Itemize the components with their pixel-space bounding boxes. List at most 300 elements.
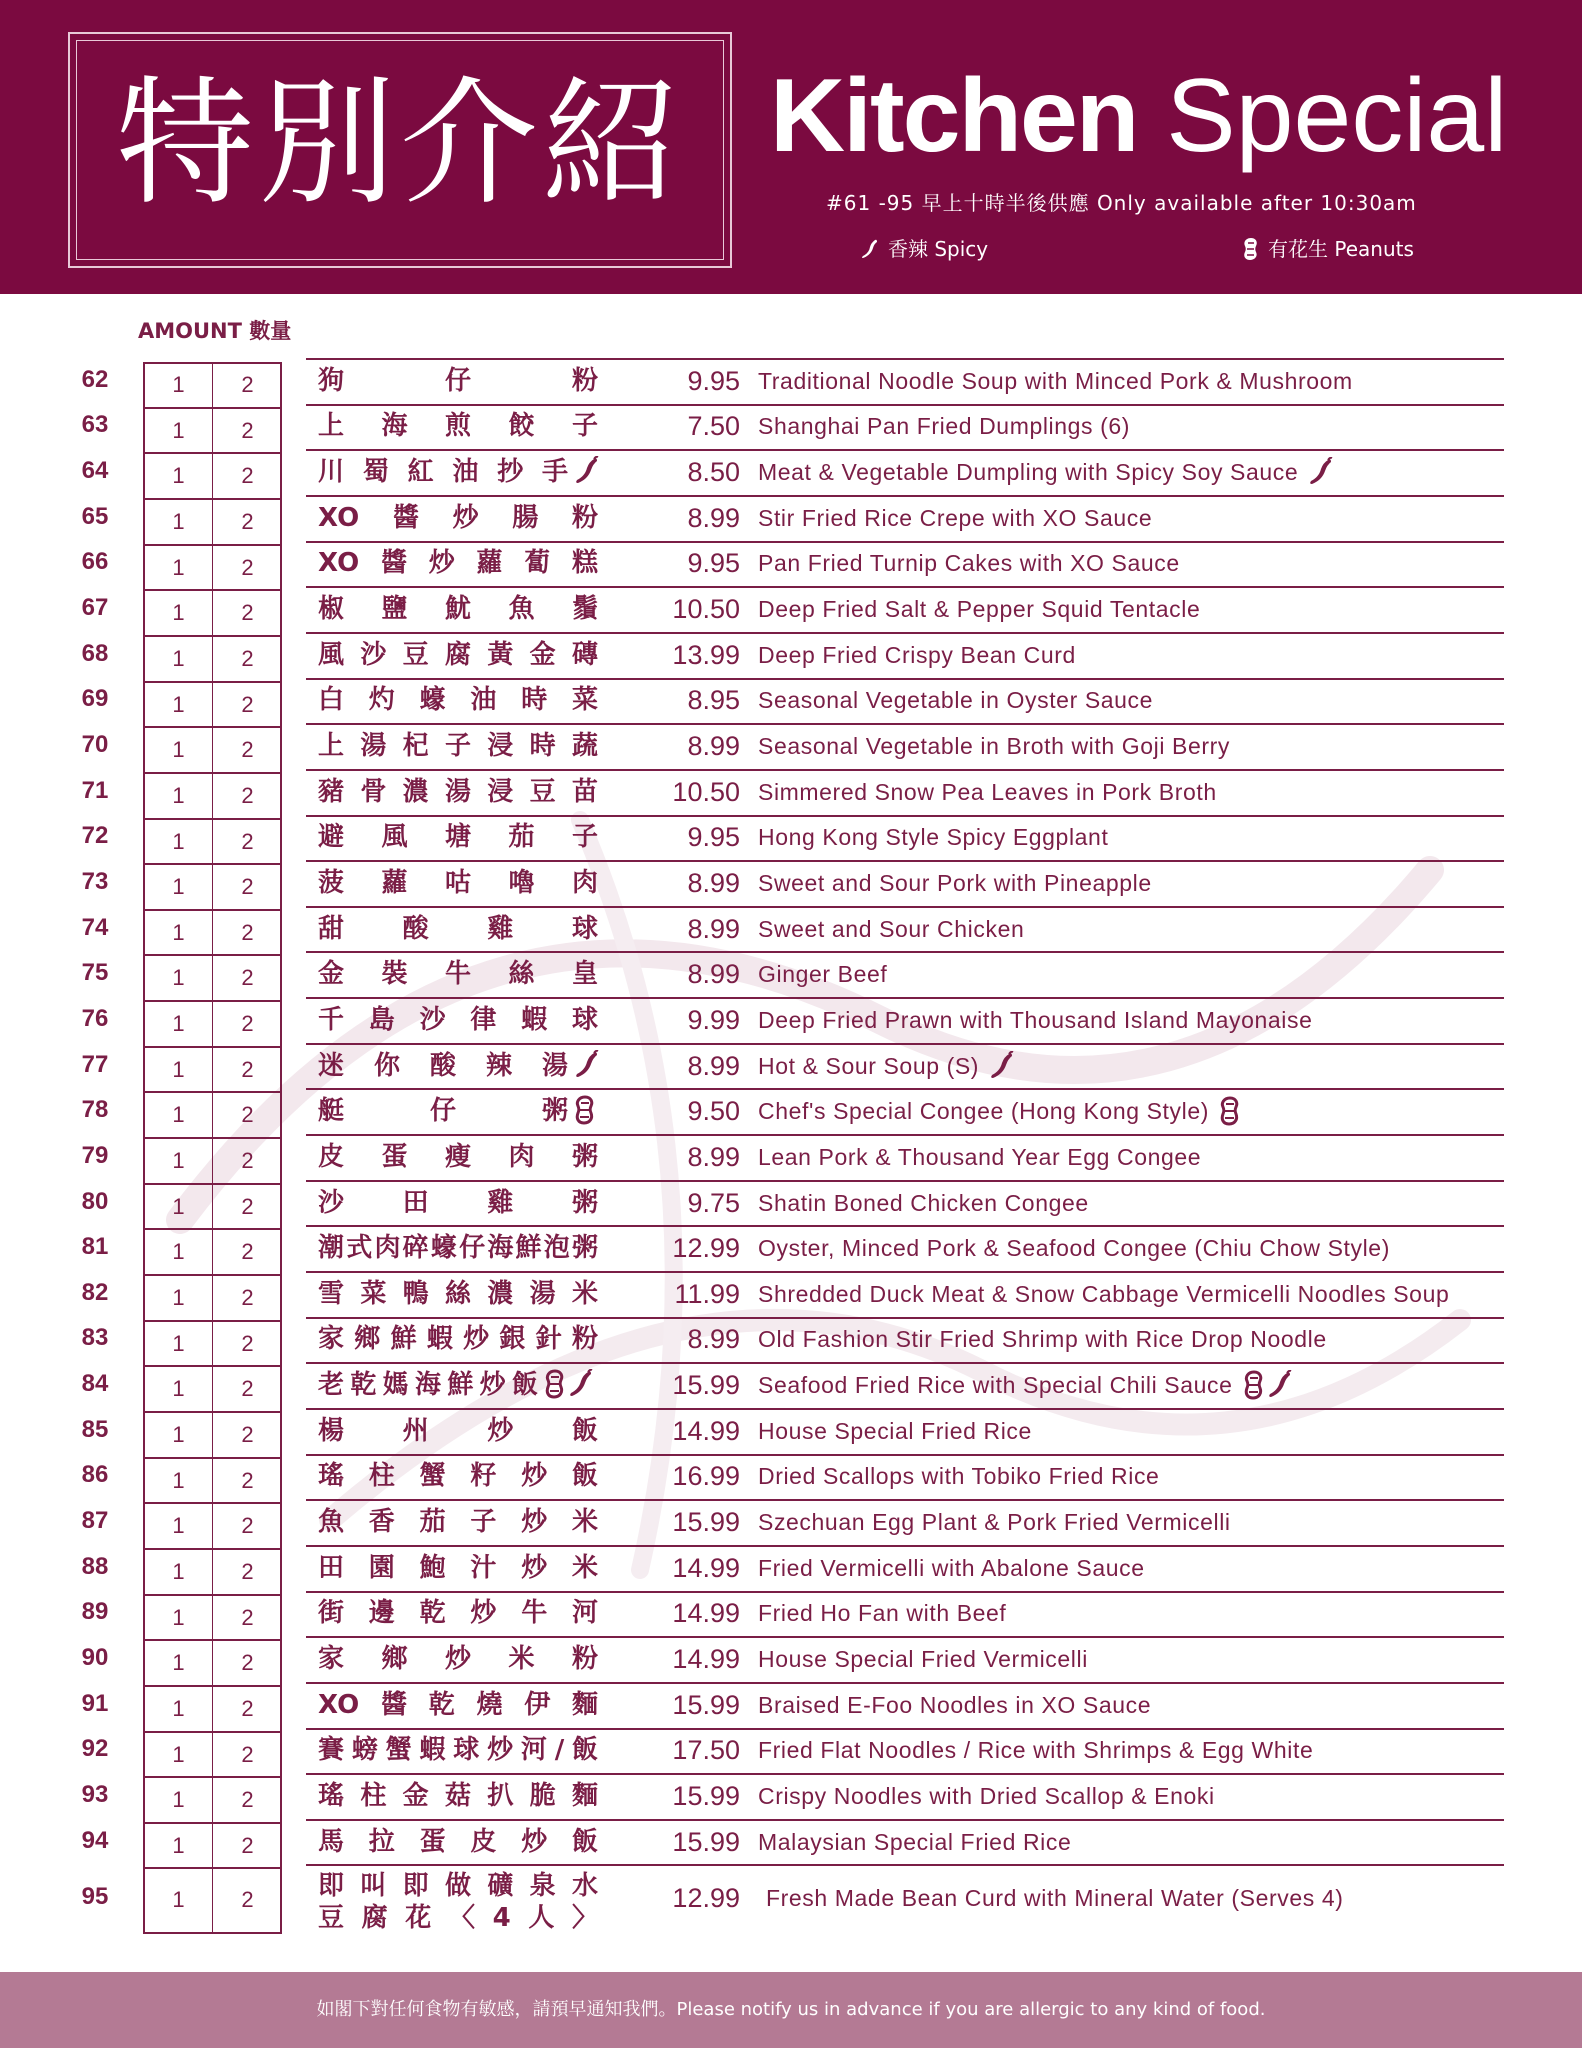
item-number: 83: [81, 1324, 109, 1352]
row-divider: [306, 1088, 1504, 1090]
item-english-name: [758, 957, 887, 991]
item-chinese-text: 風沙豆腐黃金磚: [318, 639, 598, 670]
quantity-selector: [143, 955, 282, 1001]
quantity-option-2[interactable]: 2: [241, 1832, 254, 1858]
quantity-option-1[interactable]: 1: [145, 362, 213, 408]
row-divider: [306, 1225, 1504, 1227]
item-price: 11.99: [674, 1278, 740, 1309]
item-number: 89: [81, 1598, 109, 1626]
item-number: 95: [81, 1883, 109, 1911]
item-number: 66: [81, 548, 109, 576]
item-price: 8.99: [687, 959, 740, 990]
item-number: 77: [81, 1050, 109, 1078]
quantity-selector: [143, 727, 282, 773]
item-chinese-icons: [574, 1095, 596, 1125]
item-chinese-text: 川蜀紅油抄手: [318, 457, 568, 488]
quantity-option-2[interactable]: 2: [241, 919, 254, 945]
item-english-text: Simmered Snow Pea Leaves in Pork Broth: [758, 778, 1217, 805]
item-chinese-name: [318, 1688, 598, 1722]
chili-icon: [1267, 1370, 1293, 1400]
item-price: 14.99: [672, 1552, 740, 1583]
item-number: 62: [81, 365, 109, 393]
item-chinese-name: [318, 1368, 538, 1402]
item-english-icons: [1219, 1096, 1241, 1126]
item-english-text: Fried Flat Noodles / Rice with Shrimps & Egg White: [758, 1737, 1314, 1764]
quantity-option-2[interactable]: 2: [241, 1011, 254, 1037]
item-chinese-text: 迷你酸辣湯: [318, 1050, 568, 1081]
quantity-option-1[interactable]: 1: [145, 545, 213, 591]
row-divider: [306, 1499, 1504, 1501]
item-chinese-text: 老乾媽海鮮炒飯: [318, 1370, 538, 1401]
item-number: 75: [81, 959, 109, 987]
item-english-text: Deep Fried Crispy Bean Curd: [758, 641, 1076, 668]
row-divider: [306, 815, 1504, 817]
quantity-option-2[interactable]: 2: [241, 828, 254, 854]
quantity-selector: [143, 1001, 282, 1047]
item-english-name: [758, 912, 1024, 946]
quantity-option-2[interactable]: 2: [241, 691, 254, 717]
item-chinese-name: [318, 1779, 598, 1813]
quantity-option-1[interactable]: 1: [145, 408, 213, 454]
allergy-notice: 如閣下對任何食物有敏感，請預早通知我們。Please notify us in advance if you are allergic to any kind of food.: [316, 1999, 1266, 2020]
item-chinese-text: 家鄉鮮蝦炒銀針粉: [318, 1324, 598, 1355]
item-number: 87: [81, 1507, 109, 1535]
quantity-selector: [143, 1595, 282, 1641]
row-divider: [306, 495, 1504, 497]
item-price: 10.50: [672, 594, 740, 625]
quantity-option-1[interactable]: 1: [145, 1001, 213, 1047]
quantity-selector: [143, 1275, 282, 1321]
item-english-text: Deep Fried Salt & Pepper Squid Tentacle: [758, 596, 1201, 623]
item-chinese-name: [318, 1733, 598, 1767]
item-number: 81: [81, 1233, 109, 1261]
item-price: 9.95: [687, 822, 740, 853]
item-chinese-text: 豆腐花〈4人〉: [318, 1903, 598, 1934]
quantity-selector: [143, 545, 282, 591]
item-english-name: [758, 1733, 1313, 1767]
item-english-text: Seasonal Vegetable in Oyster Sauce: [758, 687, 1154, 714]
quantity-option-1[interactable]: 1: [145, 499, 213, 545]
item-chinese-name: [318, 1049, 568, 1083]
footer-bar: [0, 1972, 1582, 2048]
item-price: 14.99: [672, 1644, 740, 1675]
chili-icon: [574, 1050, 600, 1080]
item-price: 15.99: [672, 1826, 740, 1857]
quantity-option-2[interactable]: 2: [241, 1056, 254, 1082]
quantity-option-1[interactable]: 1: [145, 727, 213, 773]
item-number: 70: [81, 731, 109, 759]
quantity-option-2[interactable]: 2: [241, 1102, 254, 1128]
item-english-text: Shanghai Pan Fried Dumplings (6): [758, 413, 1131, 440]
quantity-selector: [143, 1138, 282, 1184]
row-divider: [306, 1408, 1504, 1410]
row-divider: [306, 769, 1504, 771]
quantity-option-1[interactable]: 1: [145, 1138, 213, 1184]
quantity-option-2[interactable]: 2: [241, 1421, 254, 1447]
item-number: 88: [81, 1552, 109, 1580]
item-english-text: Pan Fried Turnip Cakes with XO Sauce: [758, 550, 1180, 577]
item-english-name: [758, 1231, 1390, 1265]
item-price: 8.50: [687, 457, 740, 488]
quantity-option-1[interactable]: 1: [145, 1275, 213, 1321]
quantity-option-2[interactable]: 2: [241, 1558, 254, 1584]
row-divider: [306, 449, 1504, 451]
quantity-option-1[interactable]: 1: [145, 1047, 213, 1093]
quantity-option-1[interactable]: 1: [145, 1595, 213, 1641]
quantity-option-2[interactable]: 2: [241, 645, 254, 671]
quantity-option-2[interactable]: 2: [241, 1148, 254, 1174]
peanut-icon: [544, 1369, 566, 1399]
item-english-text: Ginger Beef: [758, 961, 888, 988]
row-divider: [306, 1271, 1504, 1273]
item-english-text: Fried Ho Fan with Beef: [758, 1600, 1007, 1627]
peanut-icon: [1243, 1370, 1265, 1400]
quantity-option-2[interactable]: 2: [241, 508, 254, 534]
peanut-icon: [574, 1095, 596, 1125]
item-english-name: [758, 1186, 1089, 1220]
item-number: 92: [81, 1735, 109, 1763]
quantity-option-2[interactable]: 2: [241, 1741, 254, 1767]
quantity-option-2[interactable]: 2: [241, 965, 254, 991]
quantity-option-2[interactable]: 2: [241, 600, 254, 626]
item-number: 71: [81, 776, 109, 804]
quantity-selector: [143, 1868, 282, 1934]
item-chinese-name: [318, 364, 598, 398]
quantity-option-2[interactable]: 2: [241, 874, 254, 900]
quantity-selector: [143, 499, 282, 545]
item-price: 8.99: [687, 502, 740, 533]
quantity-selector: [143, 1412, 282, 1458]
quantity-option-2[interactable]: 2: [241, 463, 254, 489]
quantity-selector: [143, 1686, 282, 1732]
quantity-option-1[interactable]: 1: [145, 1686, 213, 1732]
item-chinese-icons: [574, 1050, 600, 1080]
item-number: 91: [81, 1689, 109, 1717]
quantity-selector: [143, 1640, 282, 1686]
item-chinese-text: XO醬炒蘿蔔糕: [318, 548, 598, 579]
quantity-option-2[interactable]: 2: [241, 1604, 254, 1630]
quantity-option-2[interactable]: 2: [241, 1695, 254, 1721]
quantity-option-1[interactable]: 1: [145, 1777, 213, 1823]
item-english-name: [758, 1551, 1145, 1585]
quantity-option-1[interactable]: 1: [145, 955, 213, 1001]
item-chinese-name: [318, 1642, 598, 1676]
row-divider: [306, 997, 1504, 999]
item-english-name: [758, 364, 1353, 398]
item-number: 64: [81, 457, 109, 485]
item-chinese-name: [318, 1870, 598, 1902]
quantity-option-1[interactable]: 1: [145, 590, 213, 636]
title-chinese: 特別介紹: [115, 63, 684, 224]
item-chinese-text: 田園鮑汁炒米: [318, 1552, 598, 1583]
item-english-name: [758, 1368, 1293, 1402]
row-divider: [306, 1682, 1504, 1684]
item-price: 14.99: [672, 1415, 740, 1446]
item-english-name: [758, 683, 1153, 717]
quantity-option-2[interactable]: 2: [241, 1650, 254, 1676]
item-english-name: [758, 546, 1180, 580]
quantity-selector: [143, 1549, 282, 1595]
item-english-text: Szechuan Egg Plant & Pork Fried Vermicelli: [758, 1509, 1231, 1536]
item-chinese-text: 魚香茄子炒米: [318, 1507, 598, 1538]
item-english-name: [766, 1881, 1344, 1915]
item-price: 15.99: [672, 1507, 740, 1538]
quantity-selector: [143, 1823, 282, 1869]
item-chinese-text: 沙田雞粥: [318, 1187, 598, 1218]
item-price: 7.50: [687, 411, 740, 442]
item-chinese-text: 菠蘿咕嚕肉: [318, 867, 598, 898]
quantity-option-1[interactable]: 1: [145, 773, 213, 819]
item-price: 12.99: [672, 1233, 740, 1264]
quantity-option-1[interactable]: 1: [145, 682, 213, 728]
item-english-text: Crispy Noodles with Dried Scallop & Enoki: [758, 1782, 1215, 1809]
quantity-option-1[interactable]: 1: [145, 1549, 213, 1595]
item-english-name: [758, 1596, 1006, 1630]
item-price: 8.99: [687, 867, 740, 898]
quantity-option-2[interactable]: 2: [241, 417, 254, 443]
quantity-option-1[interactable]: 1: [145, 1092, 213, 1138]
item-english-name: [758, 1688, 1151, 1722]
item-price: 8.99: [687, 913, 740, 944]
item-english-text: Hong Kong Style Spicy Eggplant: [758, 824, 1109, 851]
item-price: 8.99: [687, 1141, 740, 1172]
quantity-selector: [143, 1503, 282, 1549]
title-english-light: Special: [1166, 58, 1508, 174]
quantity-option-2[interactable]: 2: [241, 1467, 254, 1493]
item-chinese-text: 金裝牛絲皇: [318, 959, 598, 990]
item-english-name: [758, 1505, 1231, 1539]
item-chinese-name: [318, 455, 568, 489]
item-chinese-text: 家鄉炒米粉: [318, 1644, 598, 1675]
item-chinese-text: 椒鹽魷魚鬚: [318, 594, 598, 625]
quantity-selector: [143, 590, 282, 636]
quantity-option-1[interactable]: 1: [145, 636, 213, 682]
quantity-option-2[interactable]: 2: [241, 1285, 254, 1310]
item-chinese-name: [318, 1003, 598, 1037]
item-english-text: Chef's Special Congee (Hong Kong Style): [758, 1098, 1209, 1125]
item-price: 15.99: [672, 1780, 740, 1811]
item-english-name: [758, 729, 1230, 763]
item-chinese-text: 潮式肉碎蠔仔海鮮泡粥: [318, 1233, 598, 1264]
item-number: 93: [81, 1780, 109, 1808]
chili-icon: [1308, 457, 1334, 487]
quantity-selector: [143, 453, 282, 499]
item-number: 85: [81, 1415, 109, 1443]
item-chinese-name: [318, 912, 598, 946]
item-english-name: [758, 1642, 1088, 1676]
item-price: 13.99: [672, 639, 740, 670]
item-chinese-name: [318, 1140, 598, 1174]
item-english-text: Old Fashion Stir Fried Shrimp with Rice Drop Noodle: [758, 1326, 1327, 1353]
item-chinese-text: 雪菜鴨絲濃湯米: [318, 1278, 598, 1309]
quantity-option-2[interactable]: 2: [241, 782, 254, 808]
item-english-text: Shatin Boned Chicken Congee: [758, 1189, 1089, 1216]
item-price: 12.99: [672, 1883, 740, 1914]
item-chinese-name: [318, 775, 598, 809]
item-english-text: Oyster, Minced Pork & Seafood Congee (Chiu Chow Style): [758, 1235, 1390, 1262]
row-divider: [306, 1180, 1504, 1182]
item-price: 8.99: [687, 1050, 740, 1081]
item-english-text: Sweet and Sour Chicken: [758, 915, 1025, 942]
item-english-text: Malaysian Special Fried Rice: [758, 1828, 1072, 1855]
item-chinese-icons: [574, 456, 600, 486]
item-price: 8.99: [687, 1324, 740, 1355]
item-chinese-name: [318, 1551, 598, 1585]
quantity-option-2[interactable]: 2: [241, 1787, 254, 1813]
chili-icon: [989, 1051, 1015, 1081]
item-english-icons: [1243, 1370, 1293, 1400]
item-english-text: Seafood Fried Rice with Special Chili Sauce: [758, 1372, 1233, 1399]
item-english-name: [758, 1003, 1313, 1037]
quantity-option-2[interactable]: 2: [241, 737, 254, 763]
item-english-name: [758, 455, 1334, 489]
item-chinese-text: 瑤柱蟹籽炒飯: [318, 1461, 598, 1492]
item-number: 80: [81, 1187, 109, 1215]
item-english-name: [758, 1049, 1015, 1083]
item-chinese-name: [318, 1459, 598, 1493]
item-english-text: Fresh Made Bean Curd with Mineral Water (Serves 4): [766, 1885, 1344, 1912]
item-chinese-name: [318, 1094, 568, 1128]
row-divider: [306, 723, 1504, 725]
item-number: 84: [81, 1370, 109, 1398]
item-chinese-text: 賽螃蟹蝦球炒河/飯: [318, 1735, 598, 1766]
quantity-option-1[interactable]: 1: [145, 1823, 213, 1869]
item-chinese-text: 上湯杞子浸時蔬: [318, 731, 598, 762]
item-number: 67: [81, 594, 109, 622]
quantity-selector: [143, 864, 282, 910]
quantity-option-1[interactable]: 1: [145, 1732, 213, 1778]
quantity-option-1[interactable]: 1: [145, 1503, 213, 1549]
row-divider: [306, 1728, 1504, 1730]
peanut-icon: [1219, 1096, 1241, 1126]
quantity-selector: [143, 1184, 282, 1230]
item-english-name: [758, 1277, 1449, 1311]
item-english-name: [758, 820, 1108, 854]
item-english-text: Fried Vermicelli with Abalone Sauce: [758, 1554, 1145, 1581]
item-chinese-text: 艇仔粥: [318, 1096, 568, 1127]
item-number: 65: [81, 502, 109, 530]
row-divider: [306, 404, 1504, 406]
item-english-name: [758, 1459, 1159, 1493]
item-chinese-name: [318, 1902, 598, 1934]
item-number: 76: [81, 1004, 109, 1032]
quantity-option-1[interactable]: 1: [145, 819, 213, 865]
row-divider: [306, 632, 1504, 634]
row-divider: [306, 1819, 1504, 1821]
quantity-selector: [143, 636, 282, 682]
quantity-option-2[interactable]: 2: [241, 1513, 254, 1539]
quantity-selector: [143, 1732, 282, 1778]
item-number: 72: [81, 822, 109, 850]
quantity-option-1[interactable]: 1: [145, 1640, 213, 1686]
item-price: 14.99: [672, 1598, 740, 1629]
item-chinese-name: [318, 683, 598, 717]
quantity-option-1[interactable]: 1: [145, 1868, 213, 1932]
item-english-name: [758, 1825, 1071, 1859]
item-chinese-name: [318, 729, 598, 763]
item-english-name: [758, 1094, 1241, 1128]
row-divider: [306, 1362, 1504, 1364]
item-price: 10.50: [672, 776, 740, 807]
quantity-selector: [143, 819, 282, 865]
item-chinese-name: [318, 592, 598, 626]
item-english-name: [758, 592, 1200, 626]
quantity-option-1[interactable]: 1: [145, 1366, 213, 1412]
quantity-option-1[interactable]: 1: [145, 1184, 213, 1230]
item-chinese-text: 即叫即做礦泉水: [318, 1871, 598, 1902]
quantity-selector: [143, 682, 282, 728]
item-price: 16.99: [672, 1461, 740, 1492]
item-number: 68: [81, 639, 109, 667]
item-english-name: [758, 1140, 1201, 1174]
item-chinese-text: 白灼蠔油時菜: [318, 685, 598, 716]
item-english-name: [758, 775, 1217, 809]
item-chinese-name: [318, 820, 598, 854]
item-chinese-name: [318, 1277, 598, 1311]
item-chinese-name: [318, 1505, 598, 1539]
item-chinese-text: 楊州炒飯: [318, 1415, 598, 1446]
quantity-option-1[interactable]: 1: [145, 1229, 213, 1275]
row-divider: [306, 1454, 1504, 1456]
item-english-text: Dried Scallops with Tobiko Fried Rice: [758, 1463, 1160, 1490]
quantity-option-2[interactable]: 2: [241, 1330, 254, 1356]
item-chinese-name: [318, 1825, 598, 1859]
item-chinese-text: 避風塘茄子: [318, 822, 598, 853]
row-divider: [306, 1545, 1504, 1547]
quantity-option-2[interactable]: 2: [241, 1239, 254, 1265]
item-chinese-text: 豬骨濃湯浸豆苗: [318, 776, 598, 807]
item-chinese-name: [318, 546, 598, 580]
item-chinese-text: 千島沙律蝦球: [318, 1004, 598, 1035]
quantity-option-1[interactable]: 1: [145, 1412, 213, 1458]
quantity-selector: [143, 408, 282, 454]
quantity-option-2[interactable]: 2: [241, 554, 254, 580]
quantity-option-1[interactable]: 1: [145, 1321, 213, 1367]
item-english-icons: [989, 1051, 1015, 1081]
quantity-option-1[interactable]: 1: [145, 910, 213, 956]
quantity-option-2[interactable]: 2: [241, 1193, 254, 1219]
quantity-selector: [143, 1366, 282, 1412]
item-english-text: House Special Fried Rice: [758, 1417, 1032, 1444]
item-number: 90: [81, 1644, 109, 1672]
quantity-option-1[interactable]: 1: [145, 453, 213, 499]
quantity-selector: [143, 773, 282, 819]
item-english-name: [758, 409, 1130, 443]
item-english-text: House Special Fried Vermicelli: [758, 1646, 1088, 1673]
item-chinese-text: XO醬炒腸粉: [318, 502, 598, 533]
item-english-text: Deep Fried Prawn with Thousand Island Mayonaise: [758, 1006, 1313, 1033]
item-chinese-name: [318, 1186, 598, 1220]
item-chinese-text: 狗仔粉: [318, 365, 598, 396]
quantity-selector: [143, 1458, 282, 1504]
quantity-selector: [143, 1777, 282, 1823]
item-english-name: [758, 1414, 1032, 1448]
row-divider: [306, 358, 1504, 360]
item-number: 63: [81, 411, 109, 439]
item-number: 82: [81, 1278, 109, 1306]
item-chinese-text: 馬拉蛋皮炒飯: [318, 1826, 598, 1857]
quantity-option-1[interactable]: 1: [145, 1458, 213, 1504]
quantity-option-1[interactable]: 1: [145, 864, 213, 910]
quantity-option-2[interactable]: 2: [241, 1376, 254, 1402]
quantity-option-2[interactable]: 2: [241, 372, 254, 397]
item-chinese-name: [318, 1414, 598, 1448]
quantity-selector: [143, 1092, 282, 1138]
quantity-option-2[interactable]: 2: [241, 1887, 254, 1913]
item-price: 15.99: [672, 1689, 740, 1720]
item-chinese-text: 皮蛋瘦肉粥: [318, 1141, 598, 1172]
row-divider: [306, 1043, 1504, 1045]
